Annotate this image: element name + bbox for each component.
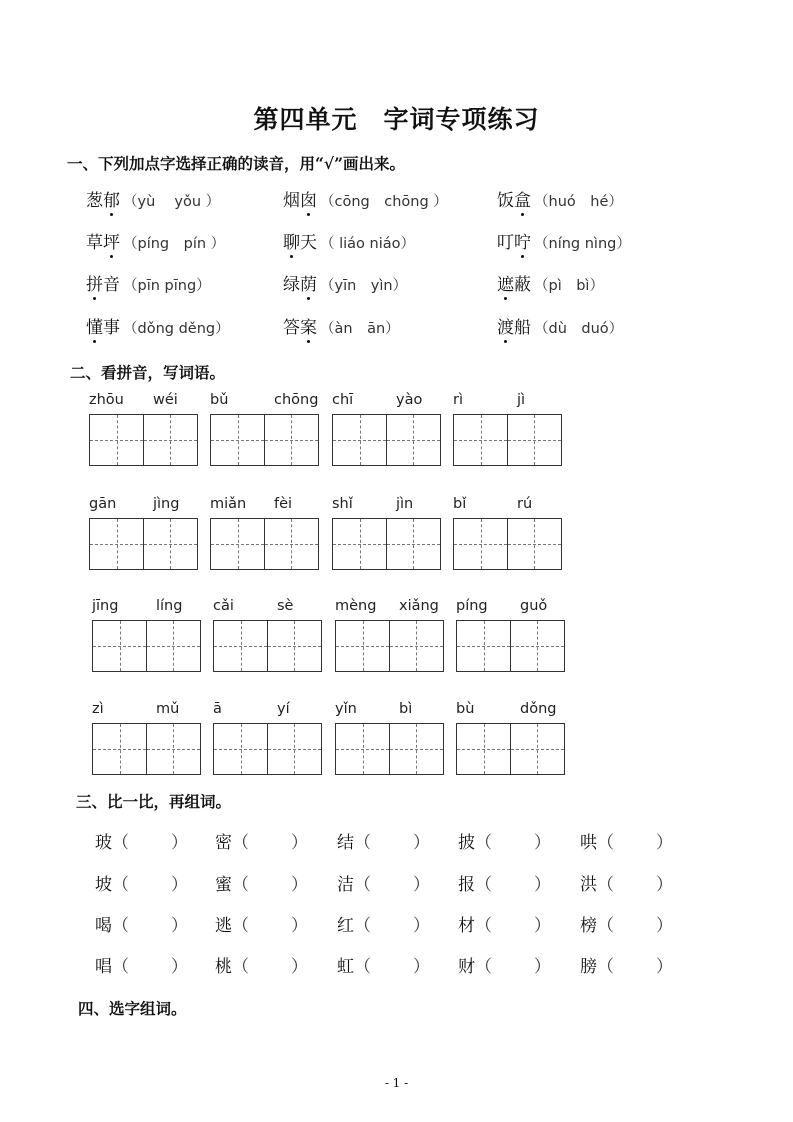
tian-cell[interactable] [267, 723, 322, 775]
pinyin-label: bù [456, 701, 475, 717]
pronunciation-item [86, 313, 230, 338]
writing-grid [332, 518, 439, 570]
compare-char: 红 [337, 916, 354, 936]
compare-char: 密 [215, 833, 232, 853]
writing-grid [213, 620, 320, 672]
close-bracket: ） [171, 957, 188, 977]
pinyin-options[interactable]: （ liáo niáo） [320, 236, 416, 252]
pinyin-label: zì [92, 701, 104, 717]
pinyin-options[interactable]: （pīn pīng） [123, 278, 211, 294]
pinyin-options[interactable]: （cōng chōng ） [320, 194, 448, 210]
pinyin-label: chī [332, 392, 354, 408]
compare-word-item [95, 952, 188, 977]
pinyin-label: jì [517, 392, 526, 408]
open-bracket: （ [597, 875, 614, 895]
pinyin-label: wéi [153, 392, 178, 408]
pinyin-options[interactable]: （píng pín ） [123, 236, 226, 252]
pronunciation-item [497, 228, 631, 253]
compare-word-item [458, 828, 551, 853]
compare-char: 财 [458, 957, 475, 977]
tian-cell[interactable] [389, 620, 444, 672]
compare-word-item [95, 828, 188, 853]
tian-cell[interactable] [89, 518, 144, 570]
pinyin-label: xiǎng [399, 598, 439, 614]
pronunciation-item [497, 186, 623, 211]
close-bracket: ） [534, 875, 551, 895]
pinyin-options[interactable]: （pì bì） [534, 278, 604, 294]
writing-grid [453, 518, 560, 570]
tian-cell[interactable] [264, 518, 319, 570]
compare-char: 桃 [215, 957, 232, 977]
page-number: - 1 - [384, 1076, 409, 1090]
open-bracket: （ [354, 875, 371, 895]
open-bracket: （ [112, 916, 129, 936]
open-bracket: （ [597, 916, 614, 936]
tian-cell[interactable] [456, 723, 511, 775]
word-char: 音 [103, 275, 120, 295]
pinyin-label: ā [213, 701, 222, 717]
pronunciation-item [86, 228, 225, 253]
open-bracket: （ [597, 957, 614, 977]
dotted-char: 聊 [283, 228, 300, 253]
section2-heading: 二、看拼音，写词语。 [70, 363, 226, 382]
close-bracket: ） [656, 875, 673, 895]
tian-cell[interactable] [507, 414, 562, 466]
close-bracket: ） [656, 833, 673, 853]
compare-word-item [458, 911, 551, 936]
word-char: 事 [103, 318, 120, 338]
pinyin-label: shǐ [332, 496, 353, 512]
pinyin-options[interactable]: （dǒng děng） [123, 321, 230, 337]
tian-cell[interactable] [146, 620, 201, 672]
writing-grid [335, 620, 442, 672]
close-bracket: ） [534, 833, 551, 853]
close-bracket: ） [656, 957, 673, 977]
compare-word-item [580, 828, 673, 853]
writing-grid [89, 414, 196, 466]
word-char: 烟 [283, 191, 300, 211]
pronunciation-item [283, 228, 415, 253]
compare-char: 膀 [580, 957, 597, 977]
pinyin-options[interactable]: （níng nìng） [534, 236, 631, 252]
close-bracket: ） [291, 957, 308, 977]
open-bracket: （ [597, 833, 614, 853]
pinyin-options[interactable]: （yīn yìn） [320, 278, 408, 294]
dotted-char: 拼 [86, 270, 103, 295]
tian-cell[interactable] [389, 723, 444, 775]
tian-cell[interactable] [386, 518, 441, 570]
compare-char: 披 [458, 833, 475, 853]
pinyin-label: gān [89, 496, 117, 512]
writing-grid [92, 723, 199, 775]
tian-cell[interactable] [510, 620, 565, 672]
open-bracket: （ [475, 833, 492, 853]
pinyin-label: rú [517, 496, 533, 512]
pinyin-options[interactable]: （àn ān） [320, 321, 400, 337]
word-char: 绿 [283, 275, 300, 295]
pronunciation-item [283, 313, 400, 338]
close-bracket: ） [291, 916, 308, 936]
compare-char: 榜 [580, 916, 597, 936]
pinyin-label: miǎn [210, 496, 247, 512]
dotted-char: 咛 [514, 228, 531, 253]
compare-char: 哄 [580, 833, 597, 853]
dotted-char: 囱 [300, 186, 317, 211]
open-bracket: （ [232, 916, 249, 936]
writing-grid [89, 518, 196, 570]
pinyin-label: mèng [335, 598, 377, 614]
pronunciation-item [497, 313, 623, 338]
tian-cell[interactable] [267, 620, 322, 672]
pinyin-options[interactable]: （yù yǒu ） [123, 194, 221, 210]
writing-grid [453, 414, 560, 466]
writing-grid [335, 723, 442, 775]
compare-char: 坡 [95, 875, 112, 895]
pronunciation-item [497, 270, 604, 295]
writing-grid [210, 414, 317, 466]
open-bracket: （ [232, 833, 249, 853]
compare-char: 逃 [215, 916, 232, 936]
open-bracket: （ [112, 957, 129, 977]
compare-word-item [95, 911, 188, 936]
pinyin-label: sè [277, 598, 294, 614]
page-title: 第四单元 字词专项练习 [253, 105, 540, 134]
tian-cell[interactable] [213, 620, 268, 672]
word-char: 饭 [497, 191, 514, 211]
pinyin-label: jīng [92, 598, 119, 614]
compare-word-item [337, 911, 430, 936]
compare-char: 洪 [580, 875, 597, 895]
compare-word-item [580, 911, 673, 936]
pinyin-label: jìng [153, 496, 180, 512]
pinyin-label: zhōu [89, 392, 124, 408]
open-bracket: （ [354, 957, 371, 977]
dotted-char: 遮 [497, 270, 514, 295]
tian-cell[interactable] [456, 620, 511, 672]
tian-cell[interactable] [213, 723, 268, 775]
writing-grid [456, 723, 563, 775]
tian-cell[interactable] [143, 414, 198, 466]
section3-heading: 三、比一比，再组词。 [76, 792, 232, 811]
compare-word-item [458, 952, 551, 977]
compare-char: 唱 [95, 957, 112, 977]
pinyin-label: chōng [274, 392, 319, 408]
writing-grid [210, 518, 317, 570]
pinyin-label: bǐ [453, 496, 467, 512]
tian-cell[interactable] [332, 518, 387, 570]
compare-char: 蜜 [215, 875, 232, 895]
compare-word-item [580, 870, 673, 895]
dotted-char: 案 [300, 313, 317, 338]
close-bracket: ） [171, 916, 188, 936]
dotted-char: 坪 [103, 228, 120, 253]
compare-char: 虹 [337, 957, 354, 977]
pinyin-label: yí [277, 701, 290, 717]
pinyin-label: píng [456, 598, 488, 614]
tian-cell[interactable] [453, 518, 508, 570]
tian-cell[interactable] [146, 723, 201, 775]
open-bracket: （ [112, 833, 129, 853]
pinyin-label: cǎi [213, 598, 234, 614]
tian-cell[interactable] [210, 414, 265, 466]
pronunciation-item [86, 270, 211, 295]
tian-cell[interactable] [510, 723, 565, 775]
open-bracket: （ [475, 875, 492, 895]
writing-grid [92, 620, 199, 672]
pinyin-label: yào [396, 392, 423, 408]
pinyin-options[interactable]: （dù duó） [534, 321, 624, 337]
tian-cell[interactable] [386, 414, 441, 466]
tian-cell[interactable] [92, 620, 147, 672]
tian-cell[interactable] [335, 723, 390, 775]
dotted-char: 荫 [300, 270, 317, 295]
pinyin-label: fèi [274, 496, 293, 512]
compare-word-item [337, 828, 430, 853]
word-char: 叮 [497, 233, 514, 253]
close-bracket: ） [171, 875, 188, 895]
tian-cell[interactable] [332, 414, 387, 466]
compare-char: 玻 [95, 833, 112, 853]
compare-char: 结 [337, 833, 354, 853]
tian-cell[interactable] [92, 723, 147, 775]
open-bracket: （ [354, 916, 371, 936]
compare-word-item [215, 952, 308, 977]
pronunciation-item [283, 270, 407, 295]
compare-word-item [458, 870, 551, 895]
tian-cell[interactable] [143, 518, 198, 570]
dotted-char: 懂 [86, 313, 103, 338]
compare-word-item [95, 870, 188, 895]
pinyin-label: rì [453, 392, 463, 408]
pinyin-label: bì [399, 701, 413, 717]
pinyin-options[interactable]: （huó hé） [534, 194, 623, 210]
section4-heading: 四、选字组词。 [78, 999, 187, 1018]
compare-word-item [337, 870, 430, 895]
dotted-char: 渡 [497, 313, 514, 338]
tian-cell[interactable] [335, 620, 390, 672]
pinyin-label: guǒ [520, 598, 548, 614]
open-bracket: （ [354, 833, 371, 853]
open-bracket: （ [112, 875, 129, 895]
pinyin-label: yǐn [335, 701, 357, 717]
compare-word-item [215, 828, 308, 853]
writing-grid [213, 723, 320, 775]
close-bracket: ） [534, 957, 551, 977]
compare-word-item [215, 870, 308, 895]
tian-cell[interactable] [89, 414, 144, 466]
open-bracket: （ [475, 957, 492, 977]
section1-heading: 一、下列加点字选择正确的读音，用“√”画出来。 [67, 154, 406, 173]
close-bracket: ） [413, 875, 430, 895]
pinyin-label: líng [156, 598, 183, 614]
compare-char: 洁 [337, 875, 354, 895]
pinyin-label: dǒng [520, 701, 557, 717]
compare-char: 材 [458, 916, 475, 936]
pinyin-label: jìn [396, 496, 414, 512]
close-bracket: ） [413, 833, 430, 853]
compare-word-item [580, 952, 673, 977]
close-bracket: ） [171, 833, 188, 853]
compare-char: 喝 [95, 916, 112, 936]
pinyin-label: bǔ [210, 392, 229, 408]
pinyin-label: mǔ [156, 701, 180, 717]
writing-grid [456, 620, 563, 672]
word-char: 天 [300, 233, 317, 253]
dotted-char: 盒 [514, 186, 531, 211]
word-char: 草 [86, 233, 103, 253]
pronunciation-item [283, 186, 448, 211]
word-char: 船 [514, 318, 531, 338]
tian-cell[interactable] [507, 518, 562, 570]
word-char: 蔽 [514, 275, 531, 295]
open-bracket: （ [232, 957, 249, 977]
dotted-char: 郁 [103, 186, 120, 211]
writing-grid [332, 414, 439, 466]
close-bracket: ） [656, 916, 673, 936]
close-bracket: ） [291, 875, 308, 895]
tian-cell[interactable] [453, 414, 508, 466]
open-bracket: （ [475, 916, 492, 936]
tian-cell[interactable] [264, 414, 319, 466]
close-bracket: ） [413, 957, 430, 977]
close-bracket: ） [534, 916, 551, 936]
word-char: 答 [283, 318, 300, 338]
word-char: 葱 [86, 191, 103, 211]
compare-word-item [337, 952, 430, 977]
compare-char: 报 [458, 875, 475, 895]
close-bracket: ） [291, 833, 308, 853]
tian-cell[interactable] [210, 518, 265, 570]
close-bracket: ） [413, 916, 430, 936]
compare-word-item [215, 911, 308, 936]
open-bracket: （ [232, 875, 249, 895]
pronunciation-item [86, 186, 220, 211]
